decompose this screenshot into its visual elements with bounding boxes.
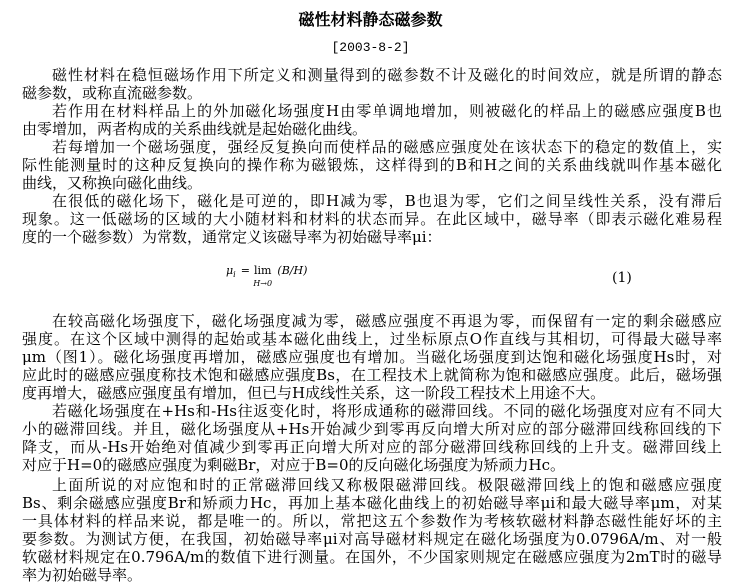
equation-expression: (B/H): [277, 264, 308, 277]
equation-block: [22, 246, 722, 312]
text-line: 小的磁滞回线。并且，磁化场强度从+Hs开始减少到零再反向增大所对应的部分磁滞回线称回线的下: [22, 420, 722, 438]
paragraph: [22, 192, 722, 246]
paragraph: [22, 476, 722, 584]
text-line: μm（图1）。磁化场强度再增加，磁感应强度也有增加。当磁化场强度到达饱和磁化场强度Hs时，对: [22, 348, 722, 366]
limit-operator: [253, 264, 273, 288]
page-title: 磁性材料静态磁参数: [298, 10, 443, 29]
publish-date: [2003-8-2]: [331, 40, 410, 55]
text-line: 上面所说的对应饱和时的正常磁滞回线又称极限磁滞回线。极限磁滞回线上的饱和磁感应强度: [52, 476, 722, 494]
equation-symbol: μ: [226, 264, 234, 277]
text-line: 软磁材料规定在0.796A/m的数值下进行测量。在国外，不少国家则规定在磁感应强度为2mT时的磁导: [22, 548, 722, 566]
equals-sign: =: [240, 264, 250, 277]
text-line: 对应于H=0的磁感应强度为剩磁Br，对应于B=0的反向磁化场强度为矫顽力Hc。: [22, 456, 566, 474]
equation-number: (1): [612, 270, 632, 286]
text-line: 在较高磁化场强度下，磁化场强度减为零，磁感应强度不再退为零，而保留有一定的剩余磁感应: [52, 312, 722, 330]
text-line: 磁性材料在稳恒磁场作用下所定义和测量得到的磁参数不计及磁化的时间效应，就是所谓的静态: [52, 66, 722, 84]
text-line: 在很低的磁化场下，磁化是可逆的，即H减为零，B也退为零，它们之间呈线性关系，没有滞后: [52, 192, 722, 210]
text-line: 际性能测量时的这种反复换向的操作称为磁锻炼，这样得到的B和H之间的关系曲线就叫作基本磁化: [22, 156, 722, 174]
text-line: 一具体材料的样品来说，都是唯一的。所以，常把这五个参数作为考核软磁材料静态磁性能好坏的主: [22, 512, 722, 530]
text-line: 若作用在材料样品上的外加磁化场强度H由零单调地增加，则被磁化的样品上的磁感应强度B也: [52, 102, 722, 120]
paragraph: [22, 312, 722, 402]
paragraph: [22, 138, 722, 192]
text-line: 度再增大，磁感应强度虽有增加，但已与H成线性关系，这一阶段工程技术上用途不大。: [22, 384, 606, 402]
limit-label: lim: [253, 264, 272, 277]
equation-subscript: i: [233, 270, 236, 279]
text-line: 现象。这一低磁场的区域的大小随材料和材料的状态而异。在此区域中，磁导率（即表示磁化难易程: [22, 210, 722, 228]
article-body: [22, 66, 722, 584]
paragraph: [22, 66, 722, 102]
limit-condition: H→0: [253, 279, 273, 288]
paragraph: [22, 402, 722, 474]
paragraph: [22, 102, 722, 138]
text-line: 降支，而从-Hs开始绝对值减少到零再正向增大所对应的部分磁滞回线称回线的上升支。磁滞回线上: [22, 438, 722, 456]
equation: [226, 264, 308, 288]
text-line: Bs、剩余磁感应强度Br和矫顽力Hc，再加上基本磁化曲线上的初始磁导率μi和最大磁导率μm，对某: [22, 494, 722, 512]
text-line: 若磁化场强度在+Hs和-Hs往返变化时，将形成通称的磁滞回线。不同的磁化场强度对应有不同大: [52, 402, 722, 420]
text-line: 若每增加一个磁场强度，强经反复换向而使样品的磁感应强度处在该状态下的稳定的数值上，实: [52, 138, 722, 156]
text-line: 曲线，又称换向磁化曲线。: [22, 174, 203, 192]
text-line: 要参数。为测试方便，在我国，初始磁导率μi对高导磁材料规定在磁化场强度为0.0796A/m、对一般: [22, 530, 722, 548]
text-line: 度的一个磁参数）为常数，通常定义该磁导率为初始磁导率μi：: [22, 228, 442, 246]
text-line: 率为初始磁导率。: [22, 566, 143, 584]
text-line: 由零增加，两者构成的关系曲线就是起始磁化曲线。: [22, 120, 368, 138]
text-line: 强度。在这个区域中测得的起始或基本磁化曲线上，过坐标原点O作直线与其相切，可得最大磁导率: [22, 330, 722, 348]
text-line: 磁参数，或称直流磁参数。: [22, 84, 203, 102]
text-line: 应此时的磁感应强度称技术饱和磁感应强度Bs，在工程技术上就简称为饱和磁感应强度。此后，磁场强: [22, 366, 722, 384]
